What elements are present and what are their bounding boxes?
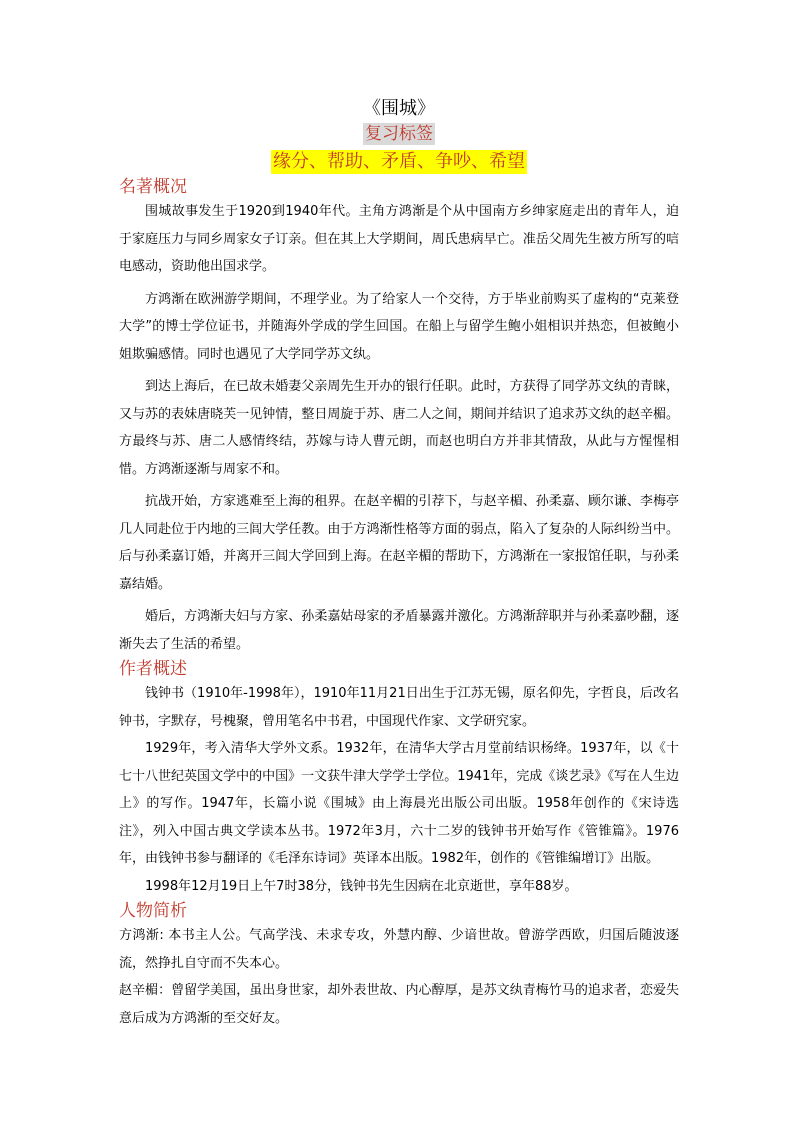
overview-paragraph: 婚后，方鸿渐夫妇与方家、孙柔嘉姑母家的矛盾暴露并激化。方鸿渐辞职并与孙柔嘉吵翻，逐渐失去了生活的希望。 xyxy=(119,609,679,652)
keywords-highlight: 缘分、帮助、矛盾、争吵、希望 xyxy=(273,151,525,172)
character-entry: 方鸿渐: 本书主人公。气高学浅、未求专攻，外慧内醇、少谙世故。曾游学西欧，归国后随波逐流，然挣扎自守而不失本心。 xyxy=(119,928,679,971)
overview-paragraph: 方鸿渐在欧洲游学期间，不理学业。为了给家人一个交待，方于毕业前购买了虚构的“克莱登大学”的博士学位证书，并随海外学成的学生回国。在船上与留学生鲍小姐相识并热恋，但被鲍小姐欺骗感情。同时也遇见了大学同学苏文纨。 xyxy=(119,291,679,362)
document-page xyxy=(119,96,679,1032)
character-entry: 赵辛楣：曾留学美国，虽出身世家，却外表世故、内心醇厚，是苏文纨青梅竹马的追求者，恋爱失意后成为方鸿渐的至交好友。 xyxy=(119,983,679,1026)
review-tag-row xyxy=(119,122,679,146)
author-paragraph: 1998年12月19日上午7时38分，钱钟书先生因病在北京逝世，享年88岁。 xyxy=(145,878,578,894)
section-heading-characters: 人物简析 xyxy=(119,901,187,921)
overview-paragraph: 到达上海后，在已故未婚妻父亲周先生开办的银行任职。此时，方获得了同学苏文纨的青睐，又与苏的表妹唐晓芙一见钟情，整日周旋于苏、唐二人之间，期间并结识了追求苏文纨的赵辛楣。方最终与苏、唐二人感情终结，苏嫁与诗人曹元朗，而赵也明白方并非其情敌，从此与方惺惺相惜。方鸿渐逐渐与周家不和。 xyxy=(119,379,679,477)
review-tag: 复习标签 xyxy=(365,124,433,144)
section-heading-author: 作者概述 xyxy=(119,659,187,679)
section-heading-overview: 名著概况 xyxy=(119,177,187,197)
keywords-row xyxy=(119,148,679,176)
overview-paragraph: 围城故事发生于1920到1940年代。主角方鸿渐是个从中国南方乡绅家庭走出的青年人，迫于家庭压力与同乡周家女子订亲。但在其上大学期间，周氏患病早亡。准岳父周先生被方所写的唁电感动，资助他出国求学。 xyxy=(119,204,679,274)
author-paragraph: 1929年，考入清华大学外文系。1932年，在清华大学古月堂前结识杨绛。1937年，以《十七十八世纪英国文学中的中国》一文获牛津大学学士学位。1941年，完成《谈艺录》《写在人生边上》的写作。1947年，长篇小说《围城》由上海晨光出版公司出版。1958年创作的《宋诗选注》，列入中国古典文学读本丛书。1972年3月，六十二岁的钱钟书开始写作《管锥篇》。1976年，由钱钟书参与翻译的《毛泽东诗词》英译本出版。1982年，创作的《管锥编增订》出版。 xyxy=(119,741,679,866)
author-paragraph: 钱钟书（1910年-1998年），1910年11月21日出生于江苏无锡，原名仰先，字哲良，后改名钟书，字默存，号槐聚，曾用笔名中书君，中国现代作家、文学研究家。 xyxy=(119,686,679,729)
book-title: 《围城》 xyxy=(363,98,435,119)
overview-paragraph: 抗战开始，方家逃难至上海的租界。在赵辛楣的引荐下，与赵辛楣、孙柔嘉、顾尔谦、李梅亭几人同赴位于内地的三闾大学任教。由于方鸿渐性格等方面的弱点，陷入了复杂的人际纠纷当中。后与孙柔嘉订婚，并离开三闾大学回到上海。在赵辛楣的帮助下，方鸿渐在一家报馆任职，与孙柔嘉结婚。 xyxy=(119,494,679,592)
